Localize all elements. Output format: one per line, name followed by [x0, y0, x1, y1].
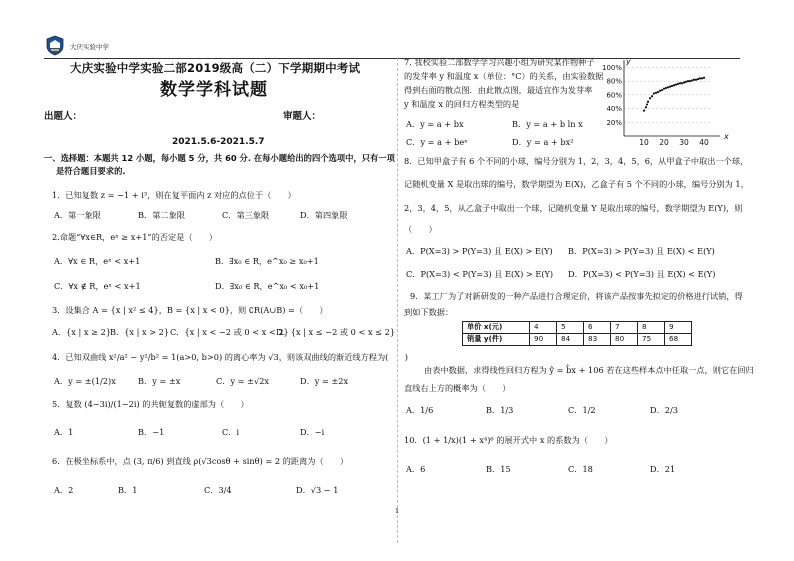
q8-line-2: 记随机变量 X 是取出球的编号，数学期望为 E(X)，乙盒子有 5 个不同的小球，编号分别为 1，	[404, 179, 749, 189]
table-header-price: 单价 x(元)	[463, 322, 530, 334]
table-cell: 83	[584, 334, 611, 346]
q8-line-4: （ ）	[404, 224, 437, 234]
q6-option-a: A．2	[54, 485, 74, 495]
q9-line-2: 到如下数据：	[404, 307, 454, 317]
scatter-point	[691, 79, 693, 81]
y-tick-label: 20%	[606, 118, 622, 127]
scatter-point	[645, 106, 647, 108]
q8-line-3: 2，3，4，5，从乙盒子中取出一个球，记随机变量 Y 是取出球的编号，数学期望为 E(Y)，则	[404, 203, 743, 213]
q10-option-c: C．18	[568, 464, 593, 474]
table-cell: 5	[557, 322, 584, 334]
q10-option-d: D．21	[650, 464, 676, 474]
q3-option-d: D．{x | x ≤ −2 或 0 < x ≤ 2}	[276, 327, 396, 337]
scatter-point	[649, 97, 651, 99]
q5-option-a: A．1	[54, 427, 74, 437]
q8-option-d: D．P(X=3) < P(Y=3) 且 E(X) < E(Y)	[568, 269, 716, 279]
q5-stem: 5．复数 (4−3i)/(1−2i) 的共轭复数的虚部为（ ）	[52, 399, 249, 409]
scatter-point	[655, 92, 657, 94]
table-cell: 7	[611, 322, 638, 334]
q4-option-c: C．y = ±√2x	[216, 376, 270, 386]
q3-option-b: B．{x | x > 2}	[110, 327, 170, 337]
scatter-point	[703, 77, 705, 79]
school-name-header: 大庆实验中学	[70, 43, 109, 51]
q7-line-1: 7. 我校实验二部数学学习兴趣小组为研究某作物种子	[404, 57, 595, 67]
section-1-line-2: 是符合题目要求的.	[56, 166, 126, 176]
q2-stem: 2.命题“∀x∈R，eˣ ≥ x+1”的否定是（ ）	[52, 232, 218, 242]
q1-option-a: A．第一象限	[54, 210, 101, 220]
q6-stem: 6．在极坐标系中，点 (3, π/6) 到直线 ρ(√3cosθ + sinθ) = 2 的距离为（ ）	[52, 456, 349, 466]
q3-option-c: C．{x | x < −2 或 0 < x < 2}	[170, 327, 289, 337]
q9-data-table	[462, 321, 692, 346]
q3-stem: 3．设集合 A = {x | x² ≤ 4}，B = {x | x < 0}，则 ∁R(A∪B) =（ ）	[52, 305, 328, 315]
q7-line-4: y 和温度 x 的回归方程类型的是	[404, 99, 520, 109]
exam-subtitle: 数学学科试题	[160, 80, 268, 100]
q2-option-b: B．∃x₀ ∈ R，e^x₀ ≥ x₀+1	[215, 256, 319, 266]
q9-line-1: 9．某工厂为了对新研发的一种产品进行合理定价，将该产品按事先拟定的价格进行试销，得	[410, 291, 743, 301]
q8-line-1: 8．已知甲盒子有 6 个不同的小球，编号分别为 1，2，3，4，5，6，从甲盒子中取出一个球，	[404, 156, 749, 166]
q7-option-b: B．y = a + b ln x	[512, 119, 583, 129]
table-cell: 9	[665, 322, 692, 334]
x-tick-label: 40	[699, 138, 709, 147]
q6-option-d: D．√3 − 1	[296, 485, 339, 495]
school-logo-icon	[44, 34, 66, 56]
x-axis-label: x	[724, 132, 729, 141]
section-1-line-1: 一、选择题：本题共 12 小题，每小题 5 分，共 60 分. 在每小题给出的四个选项中，只有一项	[44, 153, 395, 163]
table-cell: 75	[638, 334, 665, 346]
q9-option-a: A．1/6	[406, 405, 434, 415]
q4-option-d: D．y = ±2x	[300, 376, 349, 386]
y-axis-label: y	[626, 57, 631, 66]
q1-option-b: B．第二象限	[138, 210, 185, 220]
scatter-point	[683, 81, 685, 83]
q9-after-line-2: 直线右上方的概率为（ ）	[404, 383, 511, 393]
scatter-point	[646, 103, 648, 105]
q9-option-b: B．1/3	[486, 405, 514, 415]
q7-option-d: D．y = a + bx²	[512, 137, 574, 147]
q7-option-a: A．y = a + bx	[406, 119, 464, 129]
table-header-sales: 销量 y(件)	[463, 334, 530, 346]
exam-date: 2021.5.6-2021.5.7	[172, 137, 265, 147]
scatter-point	[659, 90, 661, 92]
q2-option-d: D．∃x₀ ∈ R，e^x₀ < x₀+1	[215, 281, 320, 291]
column-divider	[397, 58, 398, 543]
scatter-point	[667, 86, 669, 88]
q8-option-c: C．P(X=3) < P(Y=3) 且 E(X) > E(Y)	[406, 269, 554, 279]
scatter-point	[657, 91, 659, 93]
q1-stem: 1．已知复数 z = −1 + i³，则在复平面内 z 对应的点位于（ ）	[52, 190, 296, 200]
q2-option-a: A．∀x ∈ R，eˣ < x+1	[54, 256, 141, 266]
q5-option-d: D．−i	[300, 427, 325, 437]
q1-option-c: C．第三象限	[222, 210, 270, 220]
q1-option-d: D．第四象限	[300, 210, 348, 220]
chart-axes	[624, 60, 720, 136]
scatter-point	[685, 81, 687, 83]
q10-stem: 10．(1 + 1/x)(1 + x⁴)⁶ 的展开式中 x 的系数为（ ）	[404, 435, 613, 445]
table-cell: 90	[530, 334, 557, 346]
scatter-point	[669, 86, 671, 88]
scatter-point	[695, 79, 697, 81]
scatter-point	[661, 89, 663, 91]
setter-label: 出题人：	[44, 111, 83, 122]
scatter-point	[689, 80, 691, 82]
table-cell: 68	[665, 334, 692, 346]
q9-option-c: C．1/2	[568, 405, 596, 415]
scatter-point	[653, 92, 655, 94]
exam-title: 大庆实验中学实验二部2019级高（二）下学期期中考试	[70, 61, 361, 75]
q7-line-2: 的发芽率 y 和温度 x（单位：°C）的关系，由实验数据	[404, 71, 604, 81]
q2-option-c: C．∀x ∉ R，eˣ < x+1	[54, 281, 141, 291]
q9-option-d: D．2/3	[650, 405, 678, 415]
chart-grid	[624, 67, 712, 122]
q6-option-b: B．1	[118, 485, 138, 495]
scatter-point	[651, 95, 653, 97]
q4-option-b: B．y = ±x	[138, 376, 181, 386]
table-row	[463, 322, 692, 334]
y-tick-label: 80%	[606, 77, 622, 86]
scatter-point	[647, 101, 649, 103]
table-row	[463, 334, 692, 346]
q7-line-3: 得到右面的散点图．由此散点图，最适宜作为发芽率	[404, 85, 593, 95]
q7-scatter-chart	[600, 56, 730, 148]
x-tick-label: 30	[679, 138, 689, 147]
q5-option-c: C．i	[222, 427, 240, 437]
q6-option-c: C．3/4	[204, 485, 232, 495]
y-tick-label: 100%	[601, 63, 622, 72]
table-cell: 6	[584, 322, 611, 334]
scatter-point	[643, 110, 645, 112]
scatter-point	[697, 78, 699, 80]
chart-ticks	[602, 57, 729, 147]
y-tick-label: 40%	[606, 105, 622, 114]
scatter-point	[693, 79, 695, 81]
q9-after-line-1: 由表中数据，求得线性回归方程为 ŷ = b̂x + 106 若在这些样本点中任取一点，则它在回归	[424, 365, 754, 375]
scatter-point	[699, 77, 701, 79]
q10-option-a: A．6	[406, 464, 426, 474]
q8-option-b: B．P(X=3) > P(Y=3) 且 E(X) < E(Y)	[568, 246, 715, 256]
q4-option-a: A．y = ±(1/2)x	[54, 376, 116, 386]
scatter-point	[701, 77, 703, 79]
q10-option-b: B．15	[486, 464, 511, 474]
scatter-point	[675, 83, 677, 85]
scatter-point	[663, 88, 665, 90]
reviewer-label: 审题人：	[283, 111, 322, 122]
scatter-point	[677, 83, 679, 85]
scatter-point	[673, 84, 675, 86]
scatter-point	[681, 82, 683, 84]
scatter-point	[665, 87, 667, 89]
x-tick-label: 20	[659, 138, 669, 147]
q5-option-b: B．−1	[138, 427, 165, 437]
table-cell: 4	[530, 322, 557, 334]
page-number: 1	[395, 507, 400, 515]
q3-option-a: A．{x | x ≥ 2}	[52, 327, 111, 337]
q4-stem: 4．已知双曲线 x²/a² − y²/b² = 1(a>0, b>0) 的离心率为 √3，则该双曲线的渐近线方程为( )	[52, 352, 408, 362]
scatter-point	[679, 82, 681, 84]
x-tick-label: 10	[639, 138, 649, 147]
table-cell: 80	[611, 334, 638, 346]
scatter-point	[671, 85, 673, 87]
y-tick-label: 60%	[606, 91, 622, 100]
chart-points	[643, 77, 705, 112]
scatter-point	[687, 80, 689, 82]
q7-option-c: C．y = a + beˣ	[406, 137, 468, 147]
table-cell: 84	[557, 334, 584, 346]
q8-option-a: A．P(X=3) > P(Y=3) 且 E(X) > E(Y)	[406, 246, 553, 256]
table-cell: 8	[638, 322, 665, 334]
